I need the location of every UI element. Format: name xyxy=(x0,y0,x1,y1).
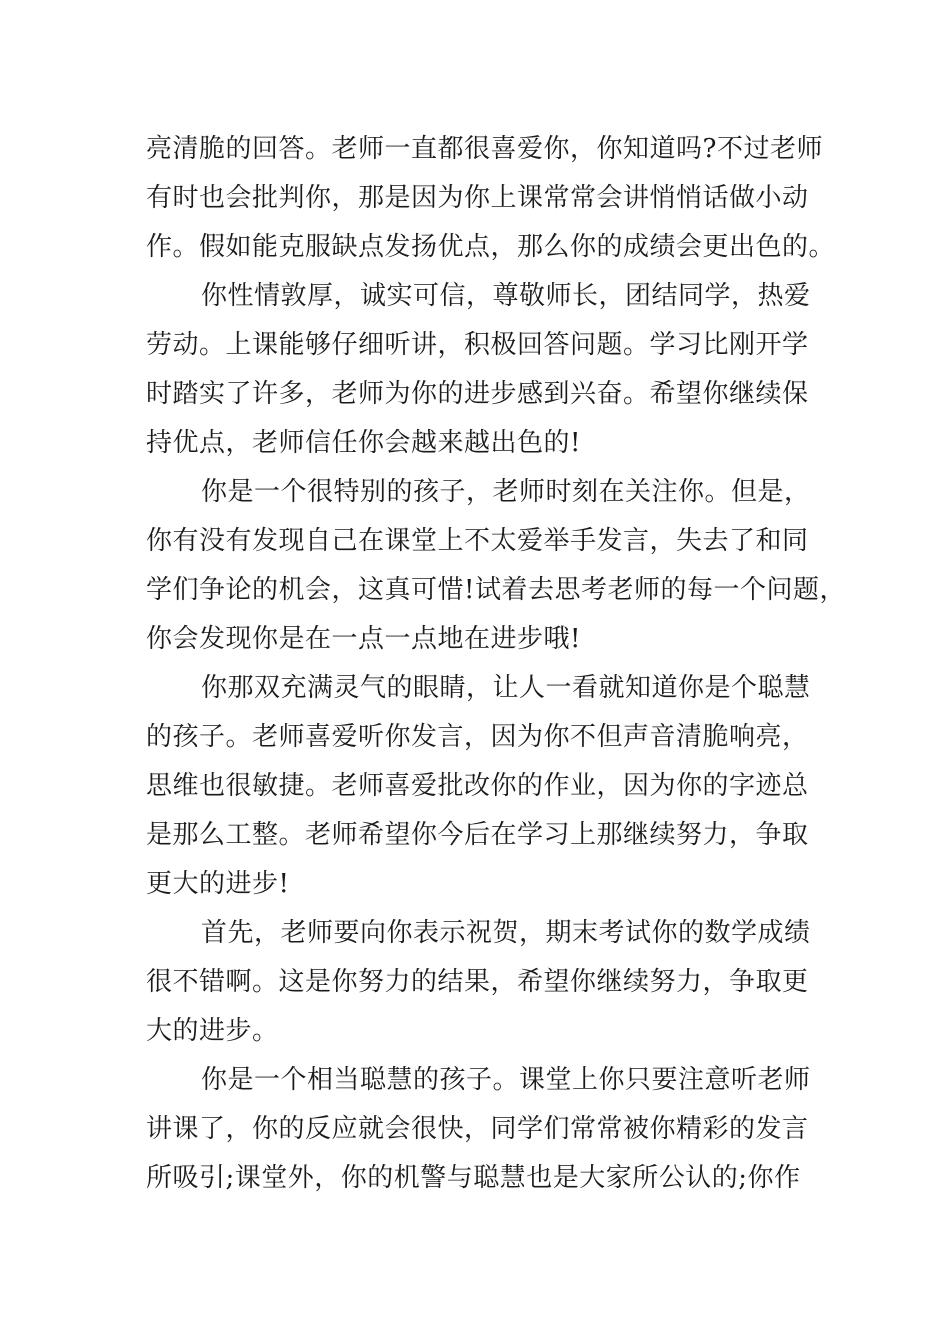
text-line: 更大的进步! xyxy=(146,869,290,899)
text-line: 作。假如能克服缺点发扬优点，那么你的成绩会更出色的。 xyxy=(146,232,836,262)
text-line: 有时也会批判你，那是因为你上课常常会讲悄悄话做小动 xyxy=(146,183,809,213)
paragraph-5 xyxy=(146,909,826,1056)
paragraph-6 xyxy=(146,1056,826,1203)
text-line: 的孩子。老师喜爱听你发言，因为你不但声音清脆响亮， xyxy=(146,722,809,752)
text-line: 你是一个相当聪慧的孩子。课堂上你只要注意听老师 xyxy=(201,1065,811,1095)
text-line: 持优点，老师信任你会越来越出色的! xyxy=(146,428,581,458)
text-line: 是那么工整。老师希望你今后在学习上那继续努力，争取 xyxy=(146,820,809,850)
paragraph-4 xyxy=(146,664,826,909)
text-line: 你是一个很特别的孩子，老师时刻在关注你。但是， xyxy=(201,477,811,507)
text-line: 时踏实了许多，老师为你的进步感到兴奋。希望你继续保 xyxy=(146,379,809,409)
paragraph-1 xyxy=(146,125,836,272)
text-line: 学们争论的机会，这真可惜!试着去思考老师的每一个问题， xyxy=(146,575,846,605)
text-line: 思维也很敏捷。老师喜爱批改你的作业，因为你的字迹总 xyxy=(146,771,809,801)
text-line: 劳动。上课能够仔细听讲，积极回答问题。学习比刚开学 xyxy=(146,330,809,360)
text-line: 所吸引;课堂外，你的机警与聪慧也是大家所公认的;你作 xyxy=(146,1163,801,1193)
text-line: 很不错啊。这是你努力的结果，希望你继续努力，争取更 xyxy=(146,967,809,997)
text-line: 你那双充满灵气的眼睛，让人一看就知道你是个聪慧 xyxy=(201,673,811,703)
text-line: 你会发现你是在一点一点地在进步哦! xyxy=(146,624,581,654)
document-body xyxy=(146,125,846,1203)
text-line: 讲课了，你的反应就会很快，同学们常常被你精彩的发言 xyxy=(146,1114,809,1144)
text-line: 大的进步。 xyxy=(146,1016,279,1046)
text-line: 首先，老师要向你表示祝贺，期末考试你的数学成绩 xyxy=(201,918,811,948)
text-line: 你性情敦厚，诚实可信，尊敬师长，团结同学，热爱 xyxy=(201,281,811,311)
text-line: 你有没有发现自己在课堂上不太爱举手发言，失去了和同 xyxy=(146,526,809,556)
text-line: 亮清脆的回答。老师一直都很喜爱你，你知道吗?不过老师 xyxy=(146,134,823,164)
paragraph-3 xyxy=(146,468,846,664)
paragraph-2 xyxy=(146,272,826,468)
